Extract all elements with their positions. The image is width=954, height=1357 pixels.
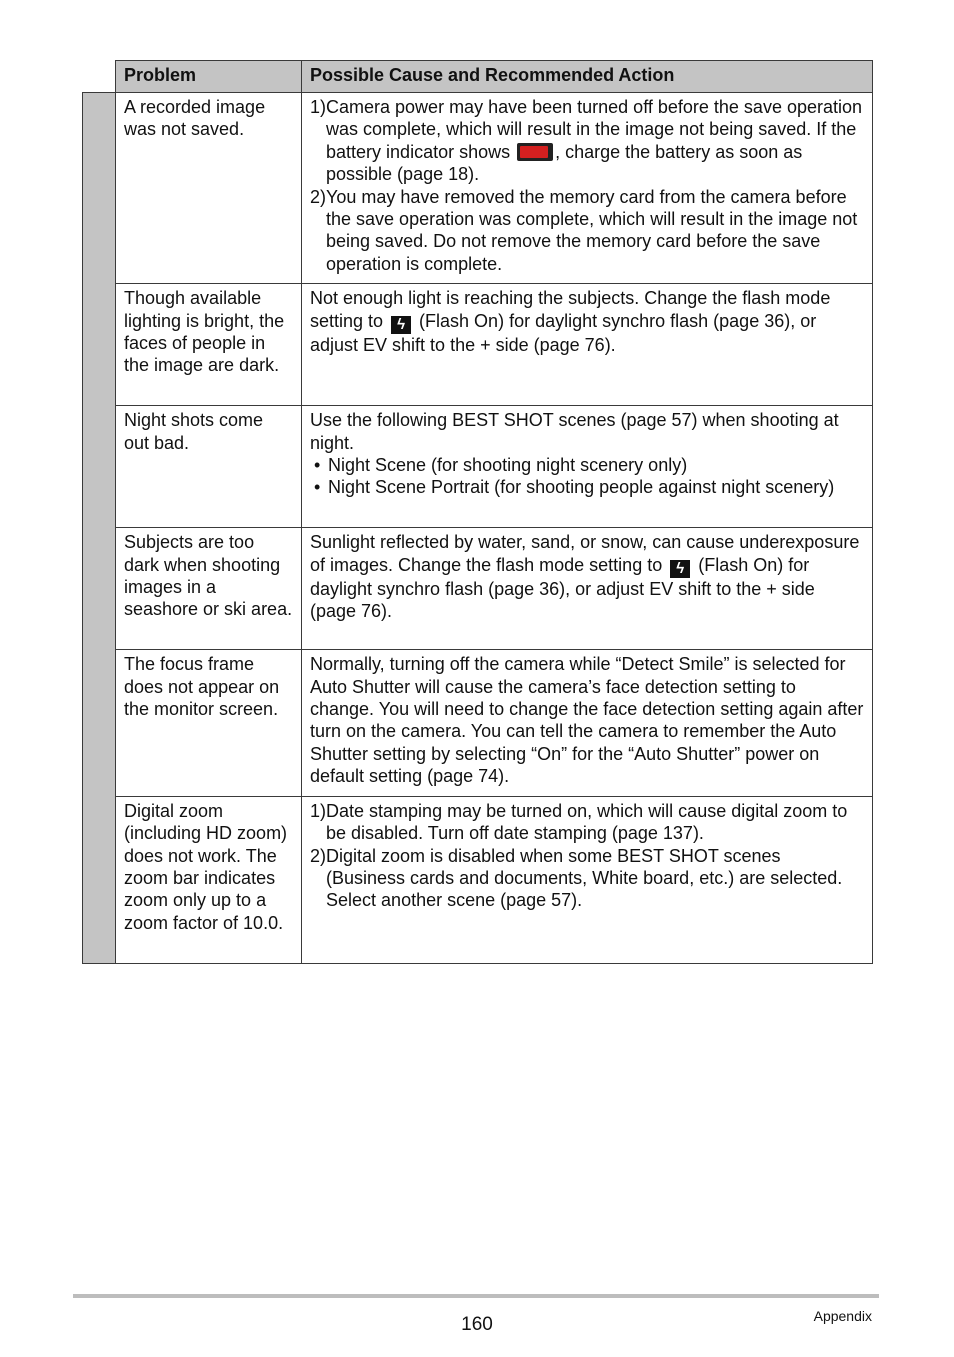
page-number: 160 <box>461 1314 493 1335</box>
item-text: Date stamping may be turned on, which will cause digital zoom to be disabled. Turn off date stamping (page 137). <box>326 800 848 844</box>
problem-cell: Night shots come out bad. <box>116 406 302 528</box>
battery-low-icon <box>517 143 553 161</box>
numbered-item <box>310 96 864 186</box>
table-row <box>83 650 873 796</box>
item-number: 2) <box>310 186 327 207</box>
table-row <box>83 93 873 284</box>
side-category-band <box>83 93 116 964</box>
table-row <box>83 528 873 650</box>
item-text-part: , charge the battery as soon as possible (page 18). <box>326 141 803 185</box>
action-text-part: Not enough light is reaching the subjects. Change the flash mode setting to <box>310 288 831 331</box>
flash-on-icon: ϟ <box>670 560 690 578</box>
item-number: 1) <box>310 800 327 821</box>
action-intro: Use the following BEST SHOT scenes (page 57) when shooting at night. <box>310 410 839 453</box>
action-text-part: Sunlight reflected by water, sand, or snow, can cause underexposure of images. Change the flash mode setting to <box>310 532 860 575</box>
action-text-part: (Flash On) for daylight synchro flash (page 36), or adjust EV shift to the + side (page 76). <box>310 554 815 622</box>
section-label: Appendix <box>813 1308 872 1324</box>
bullet-text: Night Scene (for shooting night scenery only) <box>328 455 688 476</box>
bullet-icon: • <box>314 455 321 476</box>
table-header-row <box>83 61 873 93</box>
footer-divider <box>73 1294 879 1298</box>
action-cell <box>302 406 873 528</box>
flash-on-icon: ϟ <box>391 316 411 334</box>
numbered-item <box>310 800 864 845</box>
bullet-text: Night Scene Portrait (for shooting people against night scenery) <box>328 477 835 498</box>
header-action: Possible Cause and Recommended Action <box>302 61 873 93</box>
item-text-part: Camera power may have been turned off before the save operation was complete, which will result in the image not being saved. If the battery indicator shows <box>326 97 863 162</box>
action-text-part: (Flash On) for daylight synchro flash (page 36), or adjust EV shift to the + side (page 76). <box>310 310 817 355</box>
numbered-item <box>310 186 864 276</box>
header-spacer <box>83 61 116 93</box>
bullet-item <box>310 454 864 476</box>
action-cell <box>302 796 873 963</box>
bullet-item <box>310 476 864 498</box>
item-text: Digital zoom is disabled when some BEST SHOT scenes (Business cards and documents, White board, etc.) are selected. Select another scene (page 57). <box>326 845 843 911</box>
item-number: 1) <box>310 97 327 117</box>
table-row <box>83 796 873 963</box>
item-text: You may have removed the memory card from the camera before the save operation was complete, which will result in the image not being saved. Do not remove the memory card before the save operation is complete. <box>326 186 858 274</box>
numbered-item <box>310 845 864 912</box>
troubleshooting-table <box>82 60 873 964</box>
problem-cell: A recorded image was not saved. <box>116 93 302 284</box>
item-text <box>326 96 864 186</box>
item-number: 2) <box>310 845 327 866</box>
problem-cell: Digital zoom (including HD zoom) does not work. The zoom bar indicates zoom only up to a zoom factor of 10.0. <box>116 796 302 963</box>
header-problem: Problem <box>116 61 302 93</box>
action-cell: Normally, turning off the camera while “Detect Smile” is selected for Auto Shutter will cause the camera’s face detection setting to change. You will need to change the face detection setting again after turn on the camera. You can tell the camera to remember the Auto Shutter setting by selecting “On” for the “Auto Shutter” power on default setting (page 74). <box>302 650 873 796</box>
bullet-icon: • <box>314 477 321 498</box>
action-cell <box>302 93 873 284</box>
table-row <box>83 284 873 406</box>
problem-cell: Subjects are too dark when shooting images in a seashore or ski area. <box>116 528 302 650</box>
action-cell <box>302 284 873 406</box>
problem-cell: Though available lighting is bright, the faces of people in the image are dark. <box>116 284 302 406</box>
action-cell <box>302 528 873 650</box>
problem-cell: The focus frame does not appear on the monitor screen. <box>116 650 302 796</box>
table-row <box>83 406 873 528</box>
